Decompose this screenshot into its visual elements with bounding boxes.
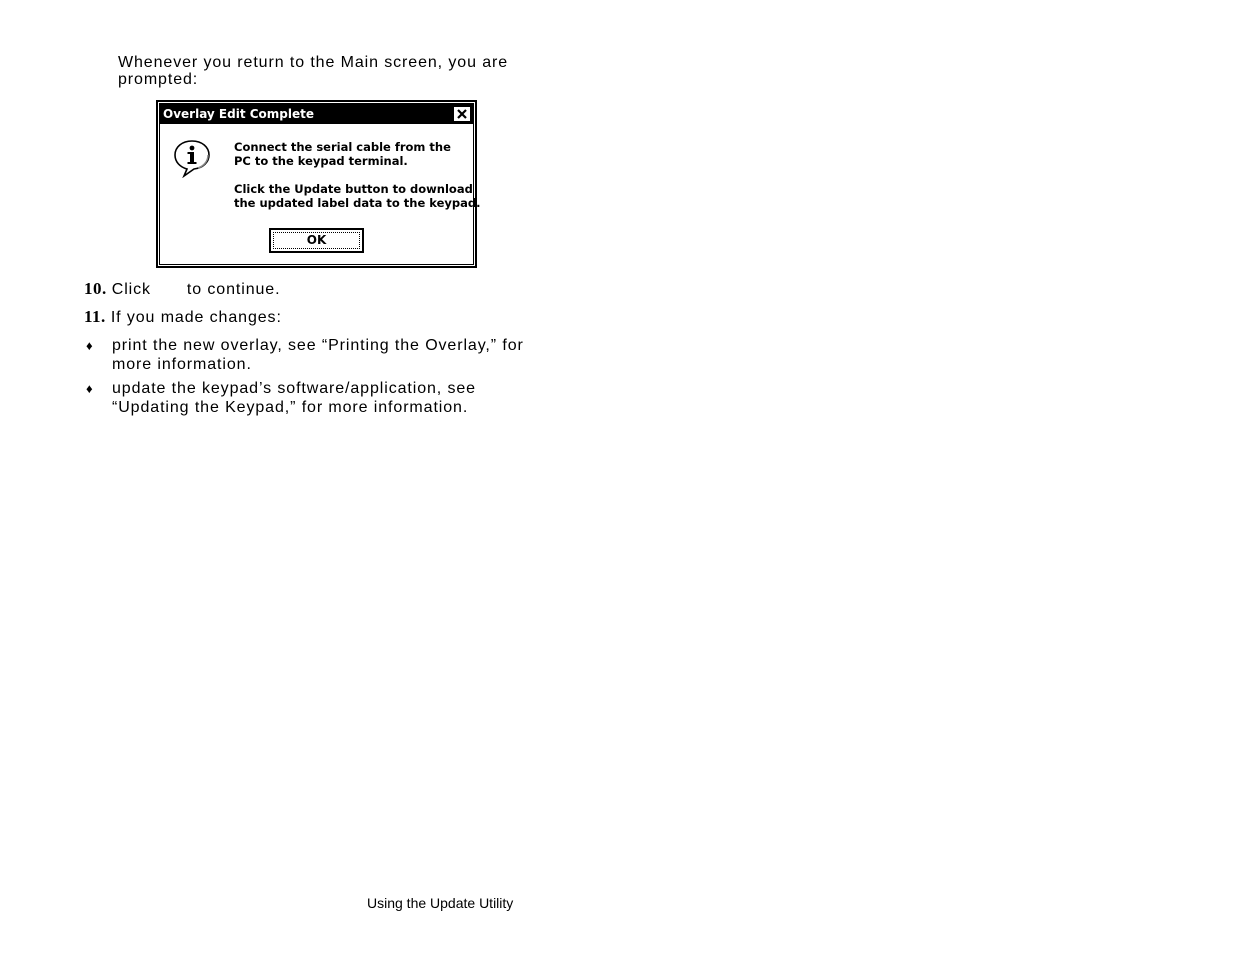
- step-text-before: Click: [111, 281, 151, 298]
- ok-button-label: OK: [273, 232, 360, 249]
- ok-button[interactable]: [269, 228, 364, 253]
- dialog-titlebar: [160, 104, 473, 124]
- message-line: Connect the serial cable from the: [234, 140, 451, 154]
- intro-paragraph: Whenever you return to the Main screen, you are prompted:: [118, 54, 509, 88]
- dialog-title: Overlay Edit Complete: [163, 107, 315, 121]
- step-text-after: to continue.: [186, 281, 281, 298]
- close-icon: [456, 108, 468, 120]
- bullet-item-print-overlay: print the new overlay, see “Printing the Overlay,” for more information.: [112, 337, 524, 373]
- message-line: PC to the keypad terminal.: [234, 154, 408, 168]
- bullet-item-update-keypad: update the keypad’s software/application, see “Updating the Keypad,” for more information.: [112, 380, 476, 416]
- overlay-edit-complete-dialog: [156, 100, 481, 268]
- step-number: 11.: [84, 307, 106, 326]
- bullet-marker: ♦: [86, 381, 93, 396]
- step-text: If you made changes:: [110, 309, 282, 326]
- close-button[interactable]: [453, 106, 471, 122]
- step-number: 10.: [84, 279, 107, 298]
- step-10: [84, 279, 280, 299]
- info-icon: [172, 138, 212, 178]
- page-footer: Using the Update Utility: [367, 895, 514, 911]
- step-11: [84, 307, 282, 327]
- bullet-marker: ♦: [86, 338, 93, 353]
- message-line: the updated label data to the keypad.: [234, 196, 481, 210]
- message-line: Click the Update button to download: [234, 182, 473, 196]
- dialog-message-update: [234, 182, 480, 210]
- dialog-message-connect: [234, 140, 451, 168]
